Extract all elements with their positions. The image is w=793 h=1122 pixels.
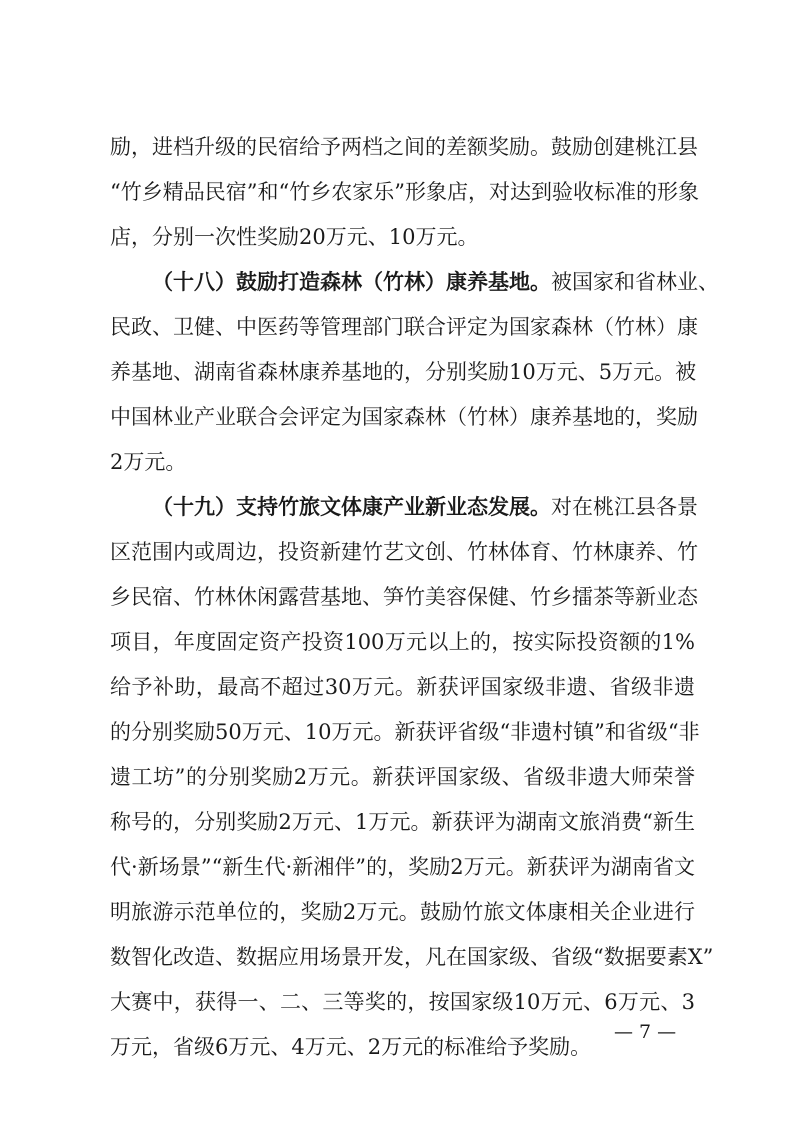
body-text-line: 店，分别一次性奖励20万元、10万元。 — [110, 225, 479, 249]
section-19-heading: （十九）支持竹旅文体康产业新业态发展。 — [152, 495, 551, 519]
section-18-first-line — [152, 270, 719, 294]
body-text-line: 励，进档升级的民宿给予两档之间的差额奖励。鼓励创建桃江县 — [110, 135, 698, 159]
body-text-line: 遗工坊”的分别奖励2万元。新获评国家级、省级非遗大师荣誉 — [110, 765, 695, 789]
body-text-line: 民政、卫健、中医药等管理部门联合评定为国家森林（竹林）康 — [110, 315, 698, 339]
body-text-line: 称号的，分别奖励2万元、1万元。新获评为湖南文旅消费“新生 — [110, 810, 695, 834]
body-text-line: 养基地、湖南省森林康养基地的，分别奖励10万元、5万元。被 — [110, 360, 697, 384]
section-18-heading: （十八）鼓励打造森林（竹林）康养基地。 — [152, 270, 551, 294]
body-text-line: 给予补助，最高不超过30万元。新获评国家级非遗、省级非遗 — [110, 675, 695, 699]
section-19-text: 对在桃江县各景 — [551, 495, 698, 519]
body-text-line: 中国林业产业联合会评定为国家森林（竹林）康养基地的，奖励 — [110, 405, 698, 429]
body-text-line: 的分别奖励50万元、10万元。新获评省级“非遗村镇”和省级“非 — [110, 720, 700, 744]
body-text-line: 大赛中，获得一、二、三等奖的，按国家级10万元、6万元、3 — [110, 990, 695, 1014]
body-text-line: 明旅游示范单位的，奖励2万元。鼓励竹旅文体康相关企业进行 — [110, 900, 695, 924]
body-text-line: 万元，省级6万元、4万元、2万元的标准给予奖励。 — [110, 1035, 592, 1059]
body-text-line: 项目，年度固定资产投资100万元以上的，按实际投资额的1% — [110, 630, 695, 654]
section-19-first-line — [152, 495, 698, 519]
page-number: — 7 — — [614, 1021, 677, 1043]
body-text-line: 乡民宿、竹林休闲露营基地、笋竹美容保健、竹乡擂茶等新业态 — [110, 585, 698, 609]
body-text-line: “竹乡精品民宿”和“竹乡农家乐”形象店，对达到验收标准的形象 — [110, 180, 699, 204]
body-text-line: 数智化改造、数据应用场景开发，凡在国家级、省级“数据要素X” — [110, 945, 714, 969]
body-text-line: 2万元。 — [110, 450, 187, 474]
section-18-text: 被国家和省林业、 — [551, 270, 719, 294]
body-text-line: 代·新场景”“新生代·新湘伴”的，奖励2万元。新获评为湖南省文 — [110, 855, 695, 879]
body-text-line: 区范围内或周边，投资新建竹艺文创、竹林体育、竹林康养、竹 — [110, 540, 698, 564]
